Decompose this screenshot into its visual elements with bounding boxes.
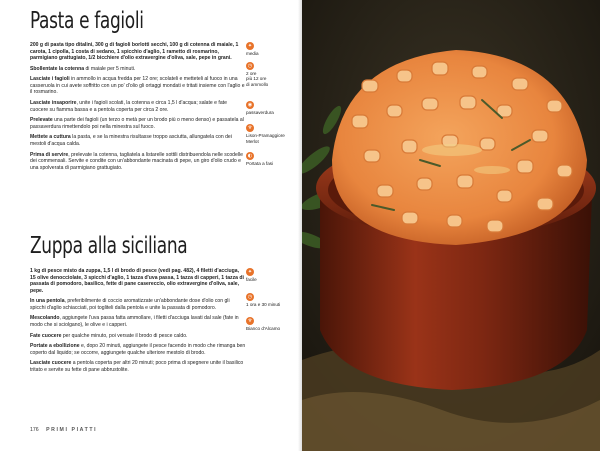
tool-info: ◉ passaverdura: [246, 102, 274, 116]
section-name: PRIMI PIATTI: [46, 427, 98, 433]
clock-icon: ◷: [247, 62, 253, 69]
step: Lasciate cuocere a pentola coperta per altri 20 minuti; poco prima di spegnere unite il basilico tritato e servite su fette di pane abbrustolite.: [30, 360, 244, 373]
step: Lasciate insaporire, unite i fagioli scolati, la cotenna e circa 1,5 l d'acqua; salate e fate cuocere su fiamma bassa e a pentola coperta per circa 2 ore.: [30, 100, 227, 113]
page-footer: [30, 427, 97, 433]
step: Portate a ebollizione e, dopo 20 minuti, aggiungete il pesce facendo in modo che rimanga ben coperto dal liquido; se occorre, aggiungete qualche ulteriore mestolo di brodo.: [30, 343, 246, 356]
serve-icon: ◐: [247, 153, 253, 160]
recipe-info-sidebar: [246, 42, 298, 171]
time-info: ◷ 1 ora e 30 minuti: [246, 293, 281, 307]
step: Prima di servire, prelevate la cotenna, tagliatela a listarelle sottili distribuendola nelle scodelle dei commensali. Servite e condite con un'abbondante macinata di pepe, un giro d'olio crudo e una spolverata di parmigiano grattugiato.: [30, 151, 243, 171]
tool-icon: ◉: [247, 102, 253, 109]
difficulty-info: ✦ media: [246, 43, 259, 56]
step: Sbollentate la cotenna di maiale per 5 minuti.: [30, 65, 136, 72]
recipe-info-sidebar: [246, 268, 298, 336]
serving-info: ◐ Portata a fasi: [246, 153, 274, 167]
wine-info: ♆ Bianco d'Alcamo: [246, 318, 281, 332]
wine-info: ♆ Lison-Pramaggiore Merlot: [246, 124, 285, 144]
recipe-title: Zuppa alla siciliana: [30, 233, 188, 259]
photo-page: [302, 0, 600, 451]
pasta-pot-photo: [302, 0, 600, 451]
recipe-title: Pasta e fagioli: [30, 8, 144, 34]
recipe-body: [30, 42, 246, 175]
step: Fate cuocere per qualche minuto, poi versate il brodo di pesce caldo.: [30, 332, 188, 339]
wine-icon: ♆: [247, 318, 253, 325]
step: Mescolando, aggiungete l'uva passa fatta ammollare, i filetti d'acciuga lavati dal sale (fate in modo che si sciolgano), le olive e i capperi.: [30, 315, 239, 328]
step: Lasciate i fagioli in ammollo in acqua fredda per 12 ore; scolateli e metteteli al fuoco in una casseruola in cui avete soffritto con un po' d'olio gli ortaggi mondati e tritati insieme con l'aglio e il rosmarino.: [30, 76, 245, 96]
spoon-icon: ✦: [247, 43, 253, 49]
step: In una pentola, preferibilmente di coccio aromatizzate un'abbondante dose d'olio con gli spicchi d'aglio schiacciati, poi togliteli dalla pentola e unite la passata di pomodoro.: [30, 298, 230, 311]
step: Prelevate una parte dei fagioli (un terzo o metà per un brodo più o meno denso) e passatela al passaverdura rimettendolo poi nella minestra sul fuoco.: [30, 117, 244, 130]
ingredients: 1 kg di pesce misto da zuppa, 1,5 l di brodo di pesce (vedi pag. 482), 4 filetti d'acciuga, 15 olive denocciolate, 3 spicchi d'aglio, 1 tazza d'uva passa, 1 tazza di capperi, 1 tazza di passata di pomodoro, basilico, fette di pane casereccio, olio extravergine d'oliva, sale, pepe.: [30, 268, 244, 294]
difficulty-info: ✦ facile: [246, 269, 257, 282]
recipe-body: [30, 268, 246, 378]
step: Mettete a cuttura la pasta, e se la minestra risultasse troppo asciutta, allungatela con dei mestoli d'acqua calda.: [30, 134, 232, 147]
ingredients: 200 g di pasta tipo ditalini, 300 g di fagioli borlotti secchi, 100 g di cotenna di maiale, 1 carota, 1 cipolla, 1 costa di sedano, 1 spicchio d'aglio, 1 rametto di rosmarino, parmigiano grattugiato, 1/2 bicchiere d'olio extravergine d'oliva, sale, pepe in grani.: [30, 42, 239, 61]
spoon-icon: ✦: [247, 269, 253, 275]
time-info: ◷ 2 ore più 12 ore di ammollo: [246, 62, 269, 87]
clock-icon: ◷: [247, 293, 253, 300]
wine-icon: ♆: [247, 124, 253, 131]
page-number: 176: [30, 427, 39, 433]
